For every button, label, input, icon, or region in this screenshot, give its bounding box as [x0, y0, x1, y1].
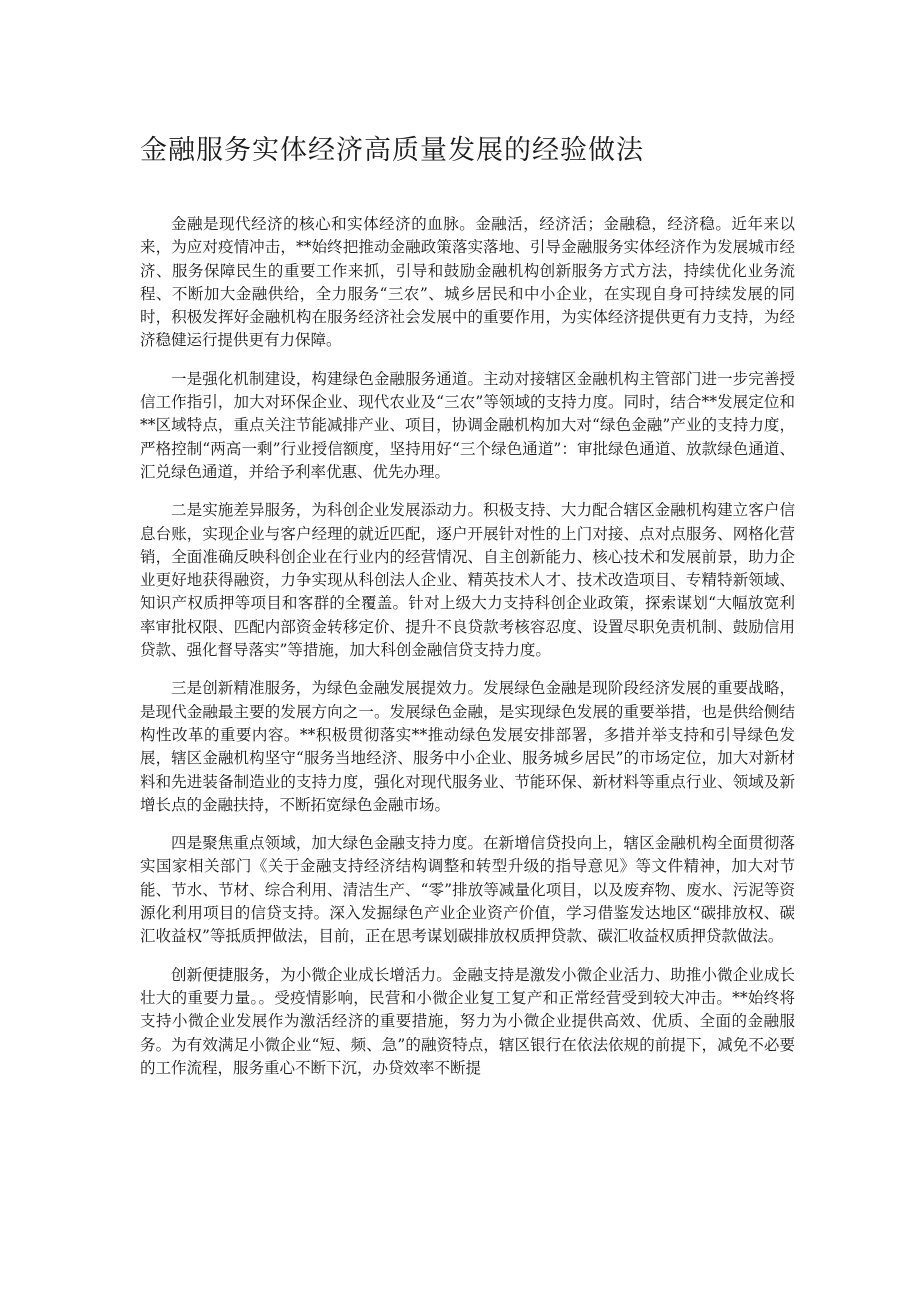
paragraph-4: 四是聚焦重点领域，加大绿色金融支持力度。在新增信贷投向上，辖区金融机构全面贯彻落实国家相关部门《关于金融支持经济结构调整和转型升级的指导意见》等文件精神，加大对节能、节水、节材、综合利用、清洁生产、“零”排放等减量化项目，以及废弃物、废水、污泥等资源化利用项目的信贷支持。深入发掘绿色产业企业资产价值，学习借鉴发达地区“碳排放权、碳汇收益权”等抵质押做法，目前，正在思考谋划碳排放权质押贷款、碳汇收益权质押贷款做法。 — [140, 834, 795, 946]
paragraph-5: 创新便捷服务，为小微企业成长增活力。金融支持是激发小微企业活力、助推小微企业成长壮大的重要力量。。受疫情影响，民营和小微企业复工复产和正常经营受到较大冲击。**始终将支持小微企业发展作为激活经济的重要措施，努力为小微企业提供高效、优质、全面的金融服务。为有效满足小微企业“短、频、急”的融资特点，辖区银行在依法依规的前提下，减免不必要的工作流程，服务重心不断下沉，办贷效率不断提 — [140, 965, 795, 1077]
paragraph-intro: 金融是现代经济的核心和实体经济的血脉。金融活，经济活；金融稳，经济稳。近年来以来，为应对疫情冲击，**始终把推动金融政策落实落地、引导金融服务实体经济作为发展城市经济、服务保障民生的重要工作来抓，引导和鼓励金融机构创新服务方式方法，持续优化业务流程、不断加大金融供给，全力服务“三农”、城乡居民和中小企业，在实现自身可持续发展的同时，积极发挥好金融机构在服务经济社会发展中的重要作用，为实体经济提供更有力支持，为经济稳健运行提供更有力保障。 — [140, 215, 795, 350]
paragraph-3: 三是创新精准服务，为绿色金融发展提效力。发展绿色金融是现阶段经济发展的重要战略，是现代金融最主要的发展方向之一。发展绿色金融，是实现绿色发展的重要举措，也是供给侧结构性改革的重要内容。**积极贯彻落实**推动绿色发展安排部署，多措并举支持和引导绿色发展，辖区金融机构坚守“服务当地经济、服务中小企业、服务城乡居民”的市场定位，加大对新材料和先进装备制造业的支持力度，强化对现代服务业、节能环保、新材料等重点行业、领域及新增长点的金融扶持，不断拓宽绿色金融市场。 — [140, 679, 795, 814]
paragraph-2: 二是实施差异服务，为科创企业发展添动力。积极支持、大力配合辖区金融机构建立客户信息台账，实现企业与客户经理的就近匹配，逐户开展针对性的上门对接、点对点服务、网格化营销，全面准确反映科创企业在行业内的经营情况、自主创新能力、核心技术和发展前景，助力企业更好地获得融资，力争实现从科创法人企业、精英技术人才、技术改造项目、专精特新领域、知识产权质押等项目和客群的全覆盖。针对上级大力支持科创企业政策，探索谋划“大幅放宽利率审批权限、匹配内部资金转移定价、提升不良贷款考核容忍度、设置尽职免责机制、鼓励信用贷款、强化督导落实”等措施，加大科创金融信贷支持力度。 — [140, 501, 795, 660]
paragraph-1: 一是强化机制建设，构建绿色金融服务通道。主动对接辖区金融机构主管部门进一步完善授信工作指引，加大对环保企业、现代农业及“三农”等领域的支持力度。同时，结合**发展定位和**区域特点，重点关注节能减排产业、项目，协调金融机构加大对“绿色金融”产业的支持力度，严格控制“两高一剩”行业授信额度，坚持用好“三个绿色通道”：审批绿色通道、放款绿色通道、汇兑绿色通道，并给予利率优惠、优先办理。 — [140, 369, 795, 481]
document-title: 金融服务实体经济高质量发展的经验做法 — [140, 135, 644, 166]
document-body — [140, 213, 795, 1095]
